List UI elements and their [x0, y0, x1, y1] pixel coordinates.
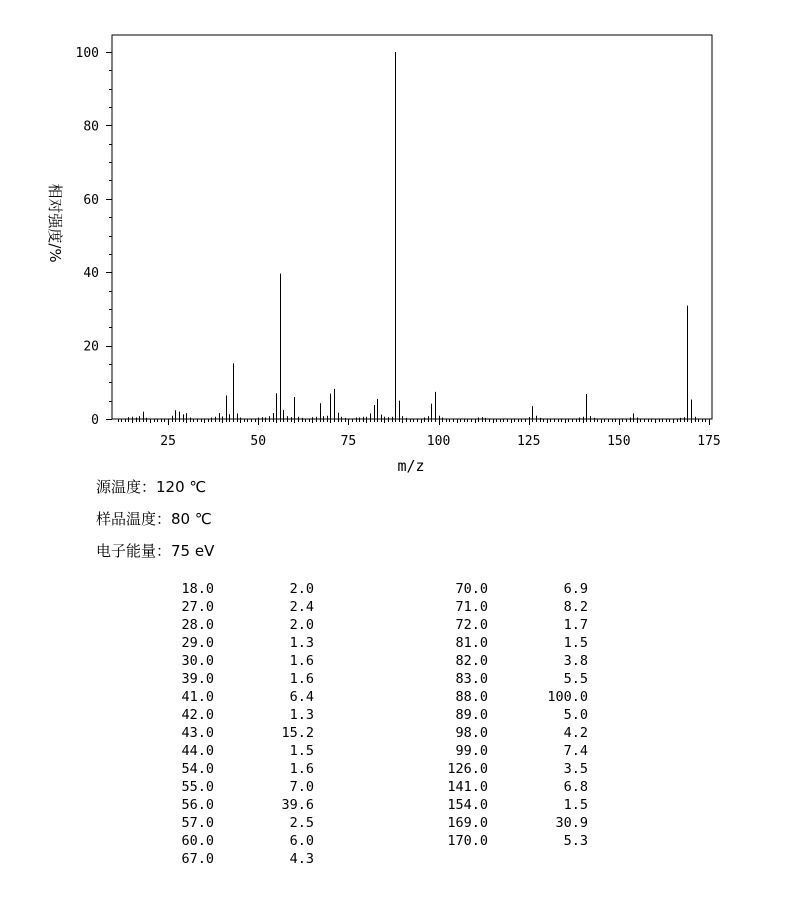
sample-temperature: 样品温度：80 ℃ — [96, 510, 212, 528]
peak-intensity: 1.6 — [289, 671, 314, 687]
x-tick-label: 50 — [250, 434, 267, 449]
peak-mz: 169.0 — [447, 815, 488, 831]
plot-frame — [112, 35, 712, 419]
peak-intensity: 2.0 — [289, 581, 314, 597]
x-tick-label: 150 — [607, 434, 631, 449]
peak-intensity: 1.5 — [563, 635, 588, 651]
x-tick-label: 100 — [426, 434, 451, 449]
peak-intensity: 39.6 — [281, 797, 314, 813]
peak-intensity: 6.8 — [563, 779, 588, 795]
peak-mz: 43.0 — [181, 725, 214, 741]
peak-intensity: 1.6 — [289, 653, 314, 669]
peak-mz: 30.0 — [181, 653, 214, 669]
peak-intensity: 15.2 — [281, 725, 314, 741]
x-tick-label: 125 — [516, 434, 541, 449]
peak-intensity: 1.5 — [563, 797, 588, 813]
y-tick-label: 0 — [91, 413, 99, 428]
peak-intensity: 3.8 — [563, 653, 588, 669]
peak-mz: 89.0 — [455, 707, 488, 723]
peak-intensity: 2.0 — [289, 617, 314, 633]
peak-intensity: 4.3 — [289, 851, 314, 867]
peak-intensity: 6.0 — [289, 833, 314, 849]
peak-mz: 71.0 — [455, 599, 488, 615]
peak-mz: 83.0 — [455, 671, 488, 687]
y-axis-ticks — [76, 46, 112, 428]
peak-intensity: 6.9 — [563, 581, 588, 597]
peak-mz: 44.0 — [181, 743, 214, 759]
spectrum-peaks — [129, 52, 696, 419]
peak-intensity: 8.2 — [563, 599, 588, 615]
y-tick-label: 60 — [83, 192, 99, 208]
peak-intensity: 1.3 — [289, 635, 314, 651]
source-temperature: 源温度：120 ℃ — [96, 478, 207, 496]
peak-mz: 56.0 — [181, 797, 214, 813]
peak-mz: 82.0 — [455, 653, 488, 669]
peak-mz: 54.0 — [181, 761, 214, 777]
peak-intensity: 1.6 — [289, 761, 314, 777]
peak-intensity: 30.9 — [555, 815, 588, 831]
peak-intensity: 6.4 — [289, 689, 314, 705]
peak-mz: 27.0 — [181, 599, 214, 615]
electron-energy: 电子能量：75 eV — [96, 542, 215, 560]
peak-intensity: 5.0 — [563, 707, 588, 723]
y-tick-label: 100 — [75, 46, 99, 61]
peak-intensity: 1.3 — [289, 707, 314, 723]
peak-mz: 72.0 — [455, 617, 488, 633]
peak-mz: 154.0 — [447, 797, 488, 813]
y-axis-label: 相对强度/% — [46, 183, 64, 263]
y-tick-label: 20 — [83, 339, 99, 355]
peak-intensity: 5.3 — [563, 833, 588, 849]
x-axis-ticks — [119, 419, 721, 449]
peak-mz: 18.0 — [181, 581, 214, 597]
peak-mz: 67.0 — [181, 851, 214, 867]
y-tick-label: 40 — [83, 266, 99, 282]
peak-mz: 55.0 — [181, 779, 214, 795]
peak-mz: 57.0 — [181, 815, 214, 831]
x-tick-label: 75 — [340, 434, 357, 449]
peak-intensity: 7.4 — [563, 743, 588, 759]
peak-mz: 126.0 — [447, 761, 488, 777]
peak-mz: 88.0 — [455, 689, 488, 705]
peak-mz: 98.0 — [455, 725, 488, 741]
y-tick-label: 80 — [83, 119, 99, 135]
peak-mz: 99.0 — [455, 743, 488, 759]
peak-mz: 60.0 — [181, 833, 214, 849]
peak-intensity: 3.5 — [563, 761, 588, 777]
peak-mz: 81.0 — [455, 635, 488, 651]
peak-mz: 39.0 — [181, 671, 214, 687]
peak-mz: 141.0 — [447, 779, 488, 795]
peak-mz: 70.0 — [455, 581, 488, 597]
peak-mz: 29.0 — [181, 635, 214, 651]
x-tick-label: 175 — [697, 434, 721, 449]
peak-intensity: 2.4 — [289, 599, 314, 615]
peak-intensity: 2.5 — [289, 815, 314, 831]
peak-intensity: 100.0 — [547, 689, 588, 705]
peak-mz: 42.0 — [181, 707, 214, 723]
peak-intensity: 5.5 — [563, 671, 588, 687]
peak-intensity: 1.7 — [563, 617, 588, 633]
peak-intensity: 1.5 — [289, 743, 314, 759]
x-tick-label: 25 — [160, 434, 176, 449]
peak-mz: 170.0 — [447, 833, 488, 849]
peak-intensity: 7.0 — [289, 779, 314, 795]
peak-intensity: 4.2 — [563, 725, 588, 741]
peak-mz: 41.0 — [181, 689, 214, 705]
x-axis-label: m/z — [397, 457, 425, 475]
peak-mz: 28.0 — [181, 617, 214, 633]
